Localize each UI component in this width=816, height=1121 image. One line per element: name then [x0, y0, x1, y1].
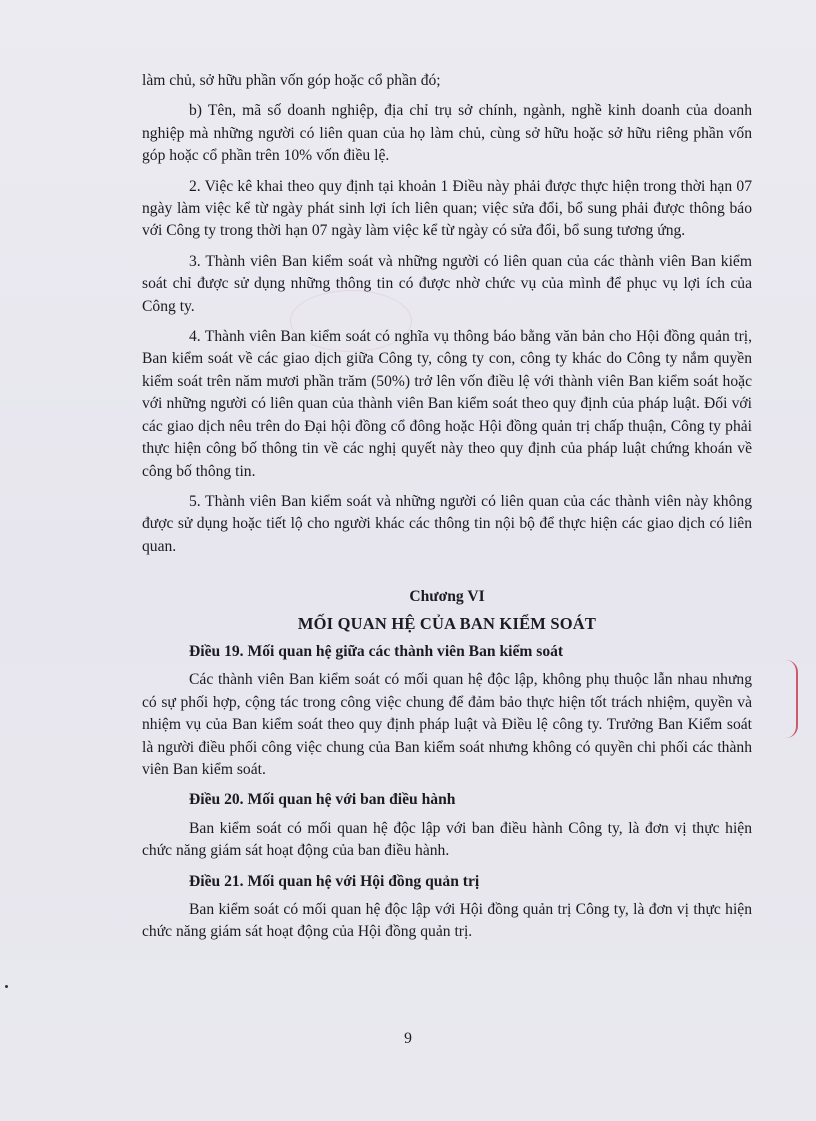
margin-mark: [786, 660, 798, 738]
article-heading: Điều 21. Mối quan hệ với Hội đồng quản trị: [189, 872, 480, 890]
paragraph: Ban kiểm soát có mối quan hệ độc lập với Hội đồng quản trị Công ty, là đơn vị thực hiện chức năng giám sát hoạt động của Hội đồng quản trị.: [142, 901, 752, 941]
chapter-number: Chương VI: [409, 588, 485, 606]
paragraph: 2. Việc kê khai theo quy định tại khoản 1 Điều này phải được thực hiện trong thời hạn 07 ngày làm việc kể từ ngày phát sinh lợi ích liên quan; việc sửa đổi, bổ sung phải được thông báo với Công ty trong thời hạn 07 ngày làm việc kể từ ngày có sửa đổi, bổ sung tương ứng.: [142, 177, 752, 240]
page-number: 9: [404, 1030, 412, 1047]
paragraph: làm chủ, sở hữu phần vốn góp hoặc cổ phần đó;: [142, 72, 441, 89]
document-body: [142, 70, 752, 944]
paragraph: Ban kiểm soát có mối quan hệ độc lập với ban điều hành Công ty, là đơn vị thực hiện chức năng giám sát hoạt động của ban điều hành.: [142, 819, 752, 860]
article-heading: Điều 20. Mối quan hệ với ban điều hành: [189, 791, 456, 809]
paragraph: 3. Thành viên Ban kiểm soát và những người có liên quan của các thành viên Ban kiểm soát chỉ được sử dụng những thông tin có được nhờ chức vụ của mình để phục vụ lợi ích của Công ty.: [142, 252, 752, 315]
scan-speck: [5, 985, 8, 988]
paragraph: Các thành viên Ban kiểm soát có mối quan hệ độc lập, không phụ thuộc lẫn nhau nhưng có sự phối hợp, cộng tác trong công việc chung để đảm bảo thực hiện tốt trách nhiệm, quyền và nhiệm vụ của Ban kiểm soát theo quy định pháp luật và Điều lệ công ty. Trưởng Ban Kiểm soát là người điều phối công việc chung của Ban kiểm soát nhưng không có quyền chi phối các thành viên Ban kiểm soát.: [142, 671, 752, 778]
paragraph: 5. Thành viên Ban kiểm soát và những người có liên quan của các thành viên này không được sử dụng hoặc tiết lộ cho người khác các thông tin nội bộ để thực hiện các giao dịch có liên quan.: [142, 492, 752, 555]
chapter-title: MỐI QUAN HỆ CỦA BAN KIỂM SOÁT: [297, 613, 597, 633]
article-heading: Điều 19. Mối quan hệ giữa các thành viên Ban kiểm soát: [189, 642, 564, 660]
paragraph: 4. Thành viên Ban kiểm soát có nghĩa vụ thông báo bằng văn bản cho Hội đồng quản trị, Ban kiểm soát về các giao dịch giữa Công ty, công ty con, công ty khác do Công ty nắm quyền kiểm soát trên năm mươi phần trăm (50%) trở lên vốn điều lệ với thành viên Ban kiểm soát hoặc với những người có liên quan của thành viên Ban kiểm soát theo quy định của pháp luật. Đối với các giao dịch nêu trên do Đại hội đồng cổ đông hoặc Hội đồng quản trị chấp thuận, Công ty phải thực hiện công bố thông tin về các nghị quyết này theo quy định của pháp luật chứng khoán về công bố thông tin.: [142, 328, 752, 480]
paragraph: b) Tên, mã số doanh nghiệp, địa chỉ trụ sở chính, ngành, nghề kinh doanh của doanh nghiệp mà những người có liên quan của họ làm chủ, cùng sở hữu hoặc sở hữu riêng phần vốn góp hoặc cổ phần trên 10% vốn điều lệ.: [142, 102, 752, 165]
